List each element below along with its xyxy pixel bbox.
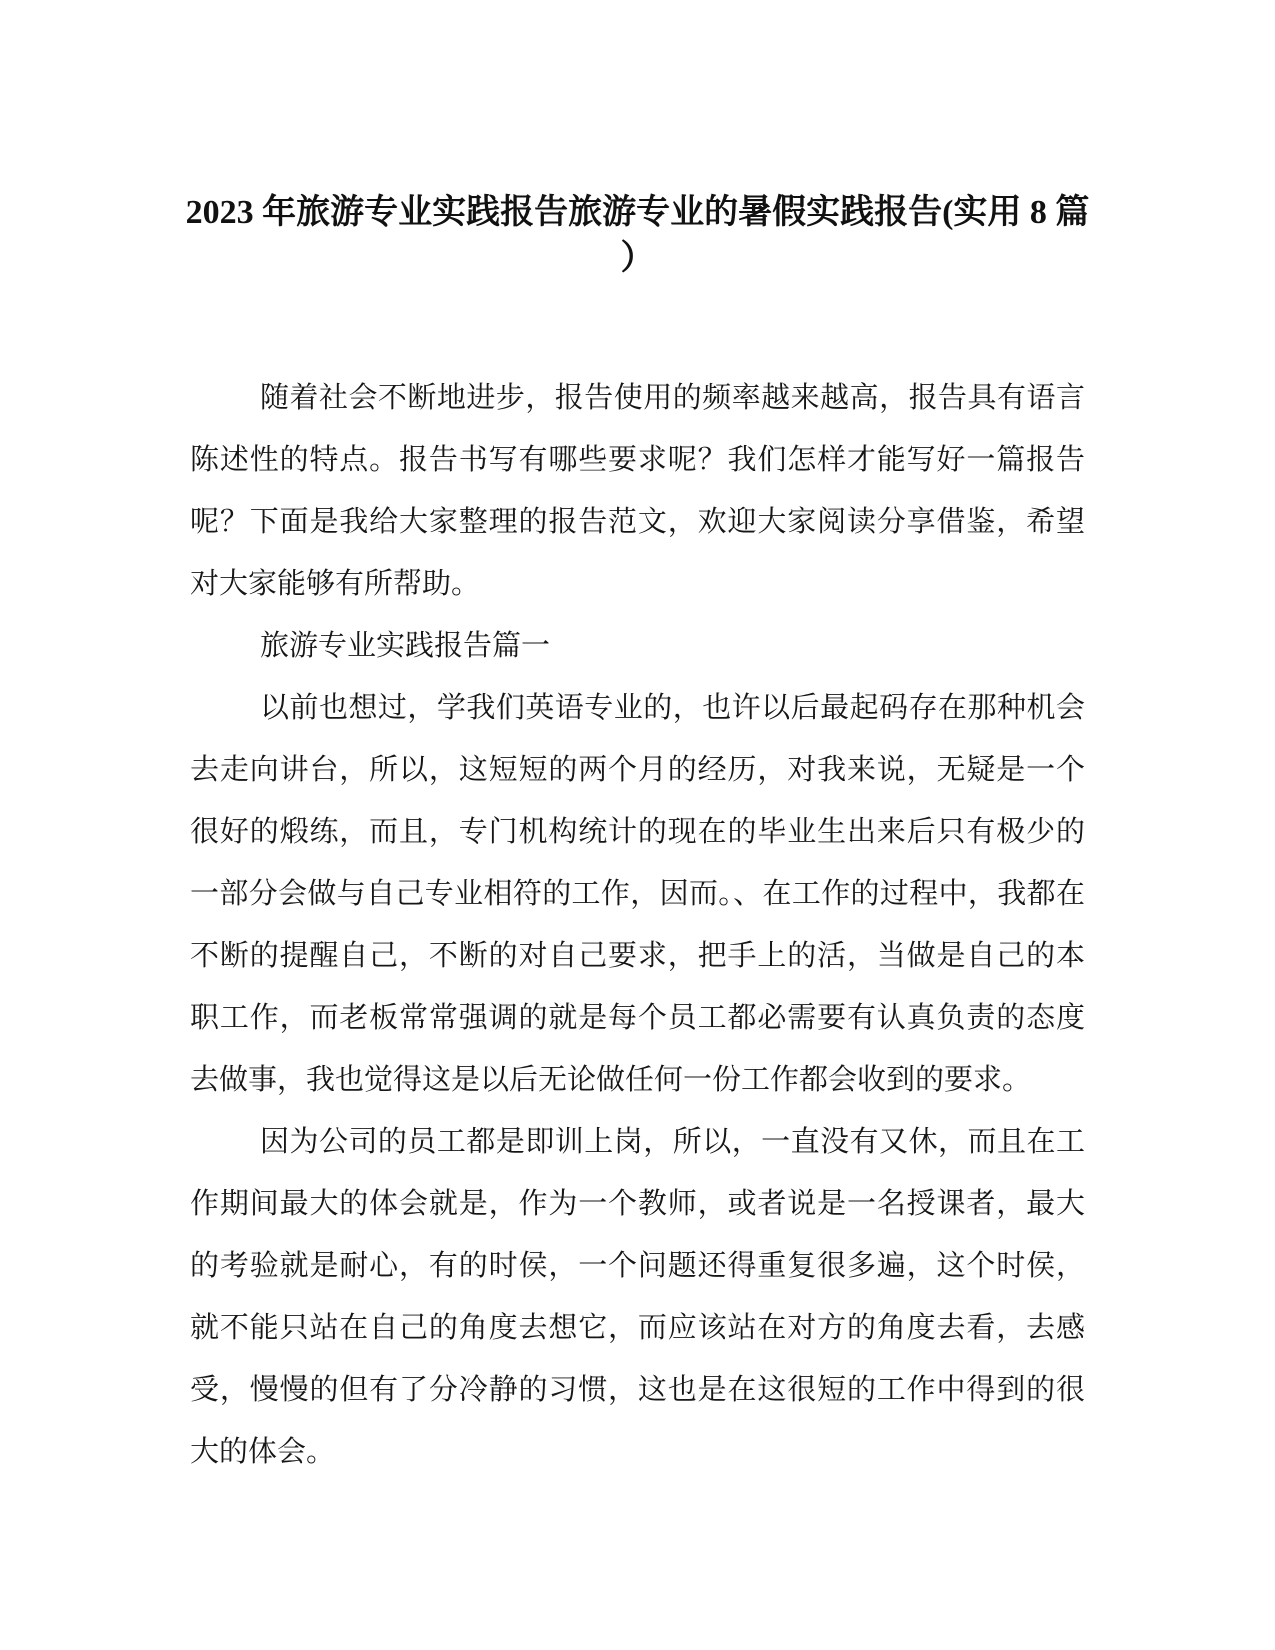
document-body — [190, 367, 1085, 1483]
body-paragraph-2: 因为公司的员工都是即训上岗，所以，一直没有又休，而且在工作期间最大的体会就是，作为一个教师，或者说是一名授课者，最大的考验就是耐心，有的时侯，一个问题还得重复很多遍，这个时侯，就不能只站在自己的角度去想它，而应该站在对方的角度去看，去感受，慢慢的但有了分冷静的习惯，这也是在这很短的工作中得到的很大的体会。 — [190, 1126, 1085, 1468]
document-title-line-2: ） — [620, 240, 655, 277]
intro-paragraph: 随着社会不断地进步，报告使用的频率越来越高，报告具有语言陈述性的特点。报告书写有哪些要求呢？我们怎样才能写好一篇报告呢？下面是我给大家整理的报告范文，欢迎大家阅读分享借鉴，希望对大家能够有所帮助。 — [190, 382, 1085, 600]
document-title — [80, 190, 1195, 282]
document-title-line-1: 2023 年旅游专业实践报告旅游专业的暑假实践报告(实用 8 篇 — [185, 194, 1090, 231]
body-paragraph-1: 以前也想过，学我们英语专业的，也许以后最起码存在那种机会去走向讲台，所以，这短短的两个月的经历，对我来说，无疑是一个很好的煅练，而且，专门机构统计的现在的毕业生出来后只有极少的一部分会做与自己专业相符的工作，因而。、在工作的过程中，我都在不断的提醒自己，不断的对自己要求，把手上的活，当做是自己的本职工作，而老板常常强调的就是每个员工都必需要有认真负责的态度去做事，我也觉得这是以后无论做任何一份工作都会收到的要求。 — [190, 692, 1085, 1096]
section-heading-part-one: 旅游专业实践报告篇一 — [260, 630, 551, 662]
